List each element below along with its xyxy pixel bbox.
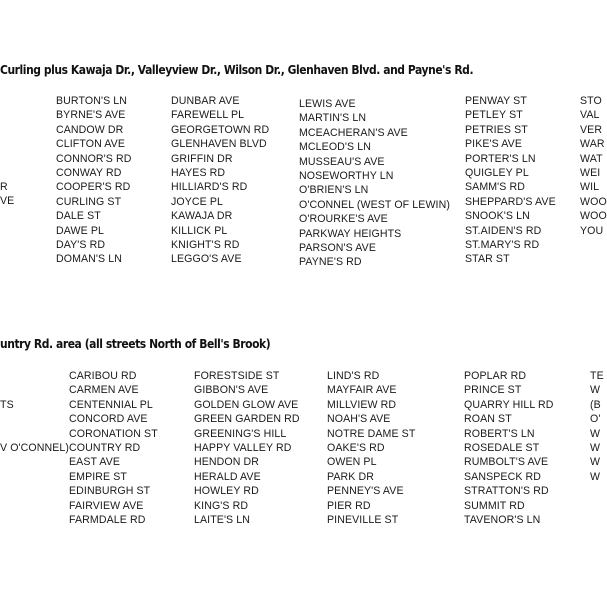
street-name: O'CONNEL (WEST OF LEWIN)	[299, 198, 450, 211]
street-name: MCLEOD'S LN	[299, 141, 371, 154]
street-name: MARTIN'S LN	[299, 112, 367, 125]
street-column	[56, 94, 132, 267]
street-column	[299, 97, 450, 270]
street-name: FAREWELL PL	[171, 109, 245, 122]
street-name: SANSPECK RD	[464, 470, 542, 483]
street-name: (B	[590, 398, 601, 411]
street-name: PARSON'S AVE	[299, 242, 377, 255]
street-name: W	[590, 456, 601, 469]
street-name: CONCORD AVE	[69, 413, 148, 426]
street-name: EDINBURGH ST	[69, 485, 151, 498]
street-name: MILLVIEW RD	[327, 398, 397, 411]
street-name: HENDON DR	[194, 456, 260, 469]
street-name: PENNEY'S AVE	[327, 485, 404, 498]
street-name: TE	[590, 370, 604, 382]
street-name: DALE ST	[56, 210, 101, 223]
street-name: WOO	[580, 195, 607, 208]
street-name: ST.AIDEN'S RD	[465, 224, 542, 237]
street-name: COUNTRY RD	[69, 442, 141, 455]
street-name: VE	[0, 195, 15, 208]
street-name	[0, 412, 69, 426]
street-name: DAWE PL	[56, 224, 104, 237]
street-name: HAPPY VALLEY RD	[194, 442, 292, 455]
street-name: O'BRIEN'S LN	[299, 184, 369, 197]
street-name: CANDOW DR	[56, 123, 124, 136]
street-column	[327, 369, 415, 527]
street-name: HAYES RD	[171, 167, 226, 180]
street-name: STAR ST	[465, 253, 510, 266]
street-name: OAKE'S RD	[327, 442, 385, 455]
street-name: W	[590, 384, 601, 397]
street-name: TAVENOR'S LN	[464, 514, 541, 527]
street-name: PINEVILLE ST	[327, 514, 399, 527]
street-name: KAWAJA DR	[171, 210, 233, 223]
street-name: MUSSEAU'S AVE	[299, 155, 385, 168]
street-name: WAR	[580, 138, 605, 151]
street-name: GREEN GARDEN RD	[194, 413, 300, 426]
street-name: PIKE'S AVE	[465, 138, 522, 151]
street-name: COOPER'S RD	[56, 181, 131, 194]
street-name: HOWLEY RD	[194, 485, 259, 498]
street-name: W	[590, 427, 601, 440]
street-name: ST.MARY'S RD	[465, 239, 540, 252]
street-name: CLIFTON AVE	[56, 138, 125, 151]
street-name: FAIRVIEW AVE	[69, 499, 144, 512]
street-name: PENWAY ST	[465, 95, 527, 107]
street-name: GIBBON'S AVE	[194, 384, 269, 397]
street-name: HILLIARD'S RD	[171, 181, 248, 194]
street-name: DUNBAR AVE	[171, 95, 240, 107]
street-column	[69, 369, 158, 527]
street-name: ROAN ST	[464, 413, 512, 426]
street-name: MCEACHERAN'S AVE	[299, 126, 408, 139]
street-name: CURLING ST	[56, 195, 122, 208]
street-name: GREENING'S HILL	[194, 427, 287, 440]
street-column	[171, 94, 269, 267]
street-name: WOO	[580, 210, 607, 223]
street-name: ROSEDALE ST	[464, 442, 540, 455]
street-column	[0, 180, 14, 209]
street-name: R	[0, 181, 8, 193]
street-name: PIER RD	[327, 499, 371, 512]
street-name: TS	[0, 399, 14, 411]
street-name: OWEN PL	[327, 456, 377, 469]
street-column	[194, 369, 300, 527]
street-name: KILLICK PL	[171, 224, 228, 237]
street-name: LAITE'S LN	[194, 514, 251, 527]
street-name: PARKWAY HEIGHTS	[299, 227, 402, 240]
street-name: GOLDEN GLOW AVE	[194, 398, 299, 411]
street-name: PAYNE'S RD	[299, 256, 362, 269]
street-name: RUMBOLT'S AVE	[464, 456, 549, 469]
street-name: ROBERT'S LN	[464, 427, 535, 440]
street-name: VER	[580, 123, 603, 136]
street-name: DOMAN'S LN	[56, 253, 123, 266]
street-name: V O'CONNEL)	[0, 442, 70, 455]
street-name: SHEPPARD'S AVE	[465, 195, 556, 208]
street-name: CARIBOU RD	[69, 370, 137, 382]
street-name: MAYFAIR AVE	[327, 384, 397, 397]
street-name: PORTER'S LN	[465, 152, 536, 165]
street-name: SNOOK'S LN	[465, 210, 530, 223]
street-name: PARK DR	[327, 470, 375, 483]
street-name: WEI	[580, 167, 601, 180]
street-name: SUMMIT RD	[464, 499, 525, 512]
street-name: HERALD AVE	[194, 470, 261, 483]
street-name: BURTON'S LN	[56, 95, 128, 107]
street-name: GRIFFIN DR	[171, 152, 233, 165]
street-name: QUARRY HILL RD	[464, 398, 554, 411]
street-name: PETRIES ST	[465, 123, 528, 136]
street-name: EMPIRE ST	[69, 470, 127, 483]
street-name: CORONATION ST	[69, 427, 158, 440]
street-name: LIND'S RD	[327, 370, 380, 382]
section-heading-curling: Curling plus Kawaja Dr., Valleyview Dr., Wilson Dr., Glenhaven Blvd. and Payne's Rd.	[0, 62, 474, 77]
street-column	[590, 369, 604, 484]
street-name: BYRNE'S AVE	[56, 109, 126, 122]
street-name: VAL	[580, 109, 600, 122]
street-name: DAY'S RD	[56, 239, 106, 252]
street-name: SAMM'S RD	[465, 181, 526, 194]
street-name: LEWIS AVE	[299, 98, 356, 110]
street-name: POPLAR RD	[464, 370, 527, 382]
street-name: WIL	[580, 181, 600, 194]
street-name: W	[590, 442, 601, 455]
street-name: CENTENNIAL PL	[69, 398, 153, 411]
street-name	[0, 427, 69, 441]
street-name: PETLEY ST	[465, 109, 523, 122]
street-name: YOU	[580, 224, 604, 237]
street-column	[580, 94, 607, 238]
street-name: W	[590, 470, 601, 483]
street-name: STO	[580, 95, 602, 107]
street-name: NOAH'S AVE	[327, 413, 391, 426]
street-name: FORESTSIDE ST	[194, 370, 280, 382]
street-name: KING'S RD	[194, 499, 249, 512]
street-name: O'ROURKE'S AVE	[299, 213, 388, 226]
street-name: CONNOR'S RD	[56, 152, 132, 165]
street-name: NOTRE DAME ST	[327, 427, 416, 440]
street-name: GLENHAVEN BLVD	[171, 138, 267, 151]
street-name: KNIGHT'S RD	[171, 239, 240, 252]
street-name: EAST AVE	[69, 456, 121, 469]
street-name: STRATTON'S RD	[464, 485, 549, 498]
street-name: GEORGETOWN RD	[171, 123, 270, 136]
section-heading-country-rd: untry Rd. area (all streets North of Bell's Brook)	[0, 336, 271, 351]
street-name: WAT	[580, 152, 603, 165]
street-name: O'	[590, 413, 601, 426]
street-name: CONWAY RD	[56, 167, 122, 180]
street-name: NOSEWORTHY LN	[299, 170, 394, 183]
street-column	[465, 94, 556, 267]
street-column	[0, 398, 69, 456]
street-column	[464, 369, 554, 527]
street-name: CARMEN AVE	[69, 384, 139, 397]
street-name: JOYCE PL	[171, 195, 224, 208]
street-name: FARMDALE RD	[69, 514, 146, 527]
street-name: QUIGLEY PL	[465, 167, 529, 180]
street-name: LEGGO'S AVE	[171, 253, 242, 266]
street-name: PRINCE ST	[464, 384, 522, 397]
